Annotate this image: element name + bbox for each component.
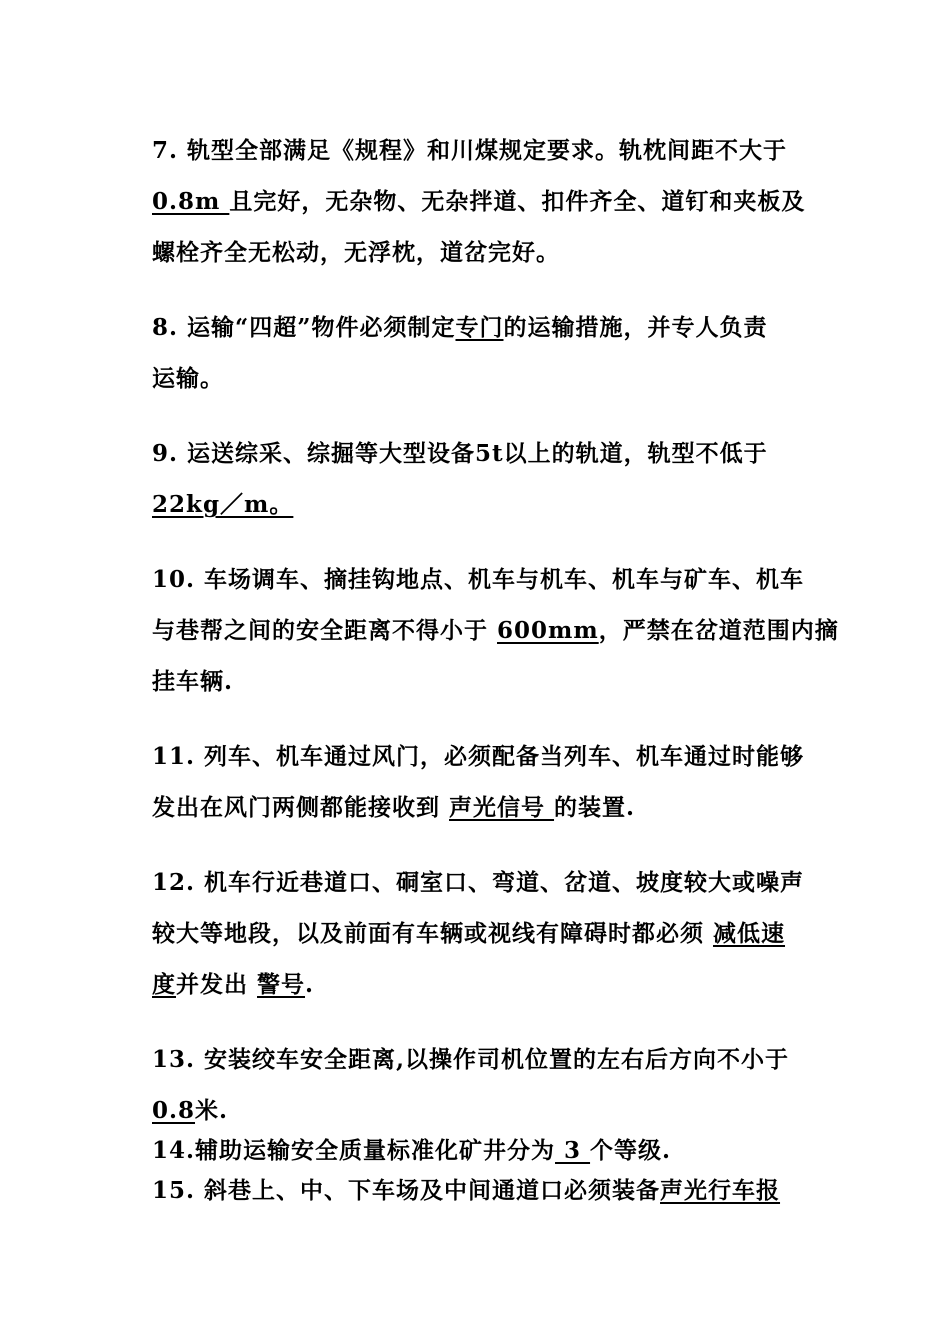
question-line [152, 360, 812, 411]
question-text: 螺栓齐全无松动，无浮枕，道岔完好。 [152, 239, 560, 266]
question-9 [152, 435, 812, 537]
question-text: 较大等地段，以及前面有车辆或视线有障碍时都必须 [152, 920, 714, 947]
answer-blank: 专门 [455, 314, 504, 341]
question-13 [152, 1041, 812, 1132]
question-line [152, 738, 812, 789]
question-15 [152, 1172, 812, 1223]
question-8 [152, 309, 812, 411]
answer-blank: 0.8 [152, 1097, 196, 1124]
answer-blank: 3 [555, 1137, 591, 1164]
document-body [152, 132, 839, 1223]
question-text: 8. 运输“四超”物件必须制定 [152, 314, 456, 341]
question-text: 运输。 [152, 365, 224, 392]
question-line [152, 864, 812, 915]
question-line [152, 234, 812, 285]
question-11 [152, 738, 812, 840]
question-line [152, 1092, 812, 1132]
question-text: 发出在风门两侧都能接收到 [152, 794, 450, 821]
question-7 [152, 132, 812, 285]
question-text: 9. 运送综采、综掘等大型设备5t以上的轨道，轨型不低于 [152, 440, 768, 467]
question-line [152, 1132, 812, 1172]
answer-blank: 警号 [257, 971, 306, 998]
question-text: 12. 机车行近巷道口、硐室口、弯道、岔道、坡度较大或噪声 [152, 869, 805, 896]
question-text: 10. 车场调车、摘挂钩地点、机车与机车、机车与矿车、机车 [152, 566, 805, 593]
question-line [152, 612, 839, 663]
answer-blank: 度 [152, 971, 176, 998]
question-line [152, 1172, 812, 1223]
answer-blank: 0.8m [152, 188, 230, 215]
question-text: 15. 斜巷上、中、下车场及中间通道口必须装备 [152, 1177, 661, 1204]
question-line [152, 435, 812, 486]
question-line [152, 309, 812, 360]
question-line [152, 183, 812, 234]
answer-blank: 声光信号 [449, 794, 555, 821]
question-text: . [305, 971, 315, 998]
question-text: 14.辅助运输安全质量标准化矿井分为 [152, 1137, 556, 1164]
question-text: ，严禁在岔道范围内摘 [598, 617, 839, 644]
question-text: 并发出 [176, 971, 258, 998]
question-12 [152, 864, 812, 1017]
question-line [152, 486, 812, 537]
question-line [152, 663, 812, 714]
question-text: 与巷帮之间的安全距离不得小于 [152, 617, 498, 644]
question-text: 11. 列车、机车通过风门，必须配备当列车、机车通过时能够 [152, 743, 805, 770]
question-line [152, 132, 812, 183]
answer-blank: 减低速 [713, 920, 786, 947]
question-line [152, 561, 812, 612]
answer-blank: 22kg／m。 [152, 491, 294, 518]
question-text: 米. [195, 1097, 229, 1124]
question-text: 的运输措施，并专人负责 [503, 314, 768, 341]
answer-blank: 600mm [497, 617, 599, 644]
answer-blank: 声光行车报 [660, 1177, 781, 1204]
question-text: 的装置. [554, 794, 636, 821]
question-10 [152, 561, 839, 714]
question-line [152, 789, 812, 840]
question-line [152, 1041, 812, 1092]
question-text: 个等级. [590, 1137, 672, 1164]
question-text: 13. 安装绞车安全距离,以操作司机位置的左右后方向不小于 [152, 1046, 790, 1073]
question-14 [152, 1132, 812, 1172]
question-text: 且完好，无杂物、无杂拌道、扣件齐全、道钉和夹板及 [229, 188, 806, 215]
question-text: 挂车辆. [152, 668, 234, 695]
question-line [152, 966, 812, 1017]
question-line [152, 915, 812, 966]
question-text: 7. 轨型全部满足《规程》和川煤规定要求。轨枕间距不大于 [152, 137, 788, 164]
